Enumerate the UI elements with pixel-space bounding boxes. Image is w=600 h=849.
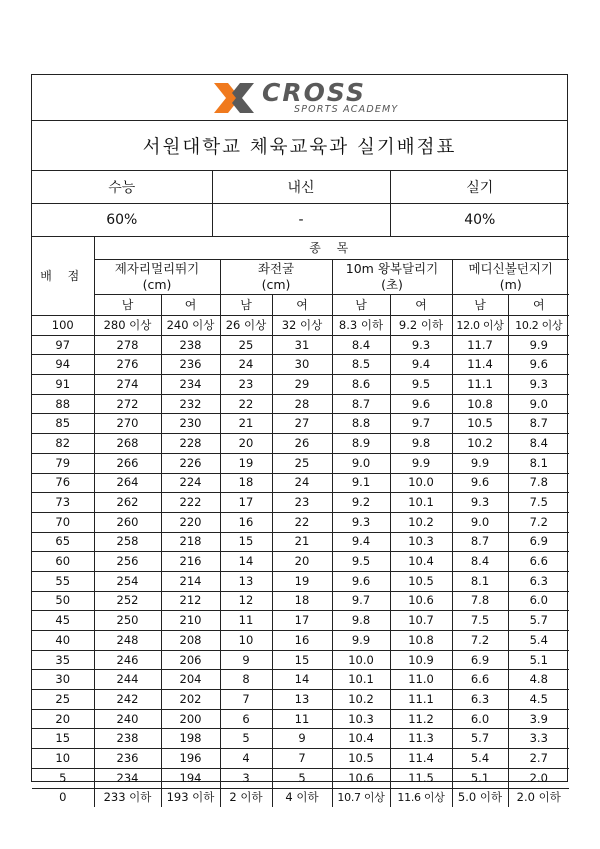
record-cell: 11.5: [390, 768, 452, 788]
record-cell: 10.6: [332, 768, 390, 788]
record-cell: 11.4: [452, 355, 508, 375]
record-cell: 18: [272, 591, 332, 611]
record-cell: 17: [220, 493, 272, 513]
logo-row: [32, 75, 567, 121]
record-cell: 224: [161, 473, 220, 493]
record-cell: 15: [272, 650, 332, 670]
score-cell: 79: [32, 453, 94, 473]
record-cell: 266: [94, 453, 161, 473]
record-cell: 9: [220, 650, 272, 670]
record-cell: 236: [161, 355, 220, 375]
record-cell: 9.3: [508, 375, 569, 395]
record-cell: 4 이하: [272, 788, 332, 807]
record-cell: 5.1: [508, 650, 569, 670]
gender-header: 여: [390, 295, 452, 316]
table-row: [32, 571, 569, 591]
record-cell: 11: [220, 611, 272, 631]
record-cell: 11.4: [390, 749, 452, 769]
score-cell: 73: [32, 493, 94, 513]
record-cell: 27: [272, 414, 332, 434]
record-cell: 9.3: [390, 335, 452, 355]
record-cell: 7.2: [452, 631, 508, 651]
record-cell: 11.1: [452, 375, 508, 395]
score-table: [32, 237, 569, 807]
record-cell: 10.2: [452, 434, 508, 454]
record-cell: 9.7: [332, 591, 390, 611]
score-cell: 10: [32, 749, 94, 769]
table-row: [32, 650, 569, 670]
record-cell: 6: [220, 709, 272, 729]
ratio-header: 실기: [390, 171, 569, 204]
table-row: [32, 788, 569, 807]
ratio-value: -: [212, 204, 390, 237]
record-cell: 254: [94, 571, 161, 591]
table-row: [32, 591, 569, 611]
score-cell: 82: [32, 434, 94, 454]
record-cell: 8.7: [332, 394, 390, 414]
ratio-header: 내신: [212, 171, 390, 204]
record-cell: 6.0: [452, 709, 508, 729]
score-sheet: [31, 74, 568, 805]
record-cell: 9.3: [452, 493, 508, 513]
record-cell: 2.0 이하: [508, 788, 569, 807]
record-cell: 2.7: [508, 749, 569, 769]
record-cell: 208: [161, 631, 220, 651]
score-column-header: 배 점: [32, 237, 94, 316]
record-cell: 204: [161, 670, 220, 690]
record-cell: 16: [272, 631, 332, 651]
record-cell: 4.8: [508, 670, 569, 690]
ratio-header-row: [32, 171, 569, 204]
record-cell: 20: [272, 552, 332, 572]
score-cell: 60: [32, 552, 94, 572]
score-cell: 40: [32, 631, 94, 651]
record-cell: 24: [220, 355, 272, 375]
record-cell: 234: [94, 768, 161, 788]
record-cell: 8.8: [332, 414, 390, 434]
table-row: [32, 355, 569, 375]
table-row: [32, 473, 569, 493]
gender-header: 여: [508, 295, 569, 316]
gender-header: 남: [452, 295, 508, 316]
record-cell: 10.2 이상: [508, 316, 569, 336]
record-cell: 230: [161, 414, 220, 434]
score-cell: 55: [32, 571, 94, 591]
record-cell: 10.5: [390, 571, 452, 591]
record-cell: 10: [220, 631, 272, 651]
record-cell: 10.7 이상: [332, 788, 390, 807]
score-cell: 50: [32, 591, 94, 611]
record-cell: 13: [220, 571, 272, 591]
record-cell: 5.7: [508, 611, 569, 631]
record-cell: 214: [161, 571, 220, 591]
score-cell: 30: [32, 670, 94, 690]
record-cell: 7: [272, 749, 332, 769]
record-cell: 248: [94, 631, 161, 651]
record-cell: 8.3 이하: [332, 316, 390, 336]
record-cell: 226: [161, 453, 220, 473]
gender-header: 여: [161, 295, 220, 316]
record-cell: 6.0: [508, 591, 569, 611]
record-cell: 19: [220, 453, 272, 473]
ratio-value: 60%: [32, 204, 212, 237]
score-cell: 85: [32, 414, 94, 434]
record-cell: 31: [272, 335, 332, 355]
record-cell: 8: [220, 670, 272, 690]
record-cell: 264: [94, 473, 161, 493]
record-cell: 10.0: [390, 473, 452, 493]
record-cell: 198: [161, 729, 220, 749]
record-cell: 280 이상: [94, 316, 161, 336]
page-title: 서원대학교 체육교육과 실기배점표: [32, 121, 567, 171]
record-cell: 5.4: [508, 631, 569, 651]
record-cell: 9.9: [508, 335, 569, 355]
record-cell: 10.3: [332, 709, 390, 729]
record-cell: 17: [272, 611, 332, 631]
record-cell: 272: [94, 394, 161, 414]
record-cell: 238: [94, 729, 161, 749]
record-cell: 9.3: [332, 512, 390, 532]
record-cell: 30: [272, 355, 332, 375]
record-cell: 260: [94, 512, 161, 532]
record-cell: 9.7: [390, 414, 452, 434]
record-cell: 11.6 이상: [390, 788, 452, 807]
record-cell: 10.5: [332, 749, 390, 769]
record-cell: 233 이하: [94, 788, 161, 807]
logo-subtitle: SPORTS ACADEMY: [294, 104, 399, 115]
record-cell: 10.8: [452, 394, 508, 414]
table-row: [32, 375, 569, 395]
score-cell: 45: [32, 611, 94, 631]
record-cell: 9.6: [508, 355, 569, 375]
event-header: 10m 왕복달리기 (초): [332, 260, 452, 295]
record-cell: 9.5: [332, 552, 390, 572]
record-cell: 236: [94, 749, 161, 769]
record-cell: 8.9: [332, 434, 390, 454]
score-cell: 35: [32, 650, 94, 670]
record-cell: 244: [94, 670, 161, 690]
record-cell: 8.4: [332, 335, 390, 355]
record-cell: 10.7: [390, 611, 452, 631]
record-cell: 256: [94, 552, 161, 572]
table-row: [32, 493, 569, 513]
record-cell: 234: [161, 375, 220, 395]
table-row: [32, 631, 569, 651]
record-cell: 210: [161, 611, 220, 631]
record-cell: 10.6: [390, 591, 452, 611]
record-cell: 9.8: [390, 434, 452, 454]
record-cell: 9.4: [332, 532, 390, 552]
record-cell: 8.7: [452, 532, 508, 552]
record-cell: 8.1: [508, 453, 569, 473]
record-cell: 18: [220, 473, 272, 493]
record-cell: 9.9: [452, 453, 508, 473]
record-cell: 12: [220, 591, 272, 611]
record-cell: 200: [161, 709, 220, 729]
record-cell: 8.7: [508, 414, 569, 434]
table-row: [32, 453, 569, 473]
ratio-header: 수능: [32, 171, 212, 204]
record-cell: 22: [272, 512, 332, 532]
record-cell: 22: [220, 394, 272, 414]
score-cell: 5: [32, 768, 94, 788]
ratio-table: [32, 171, 569, 237]
record-cell: 10.0: [332, 650, 390, 670]
record-cell: 10.4: [390, 552, 452, 572]
record-cell: 246: [94, 650, 161, 670]
score-table-body: [32, 316, 569, 808]
record-cell: 11.1: [390, 690, 452, 710]
record-cell: 7.8: [452, 591, 508, 611]
record-cell: 9.2 이하: [390, 316, 452, 336]
record-cell: 9.5: [390, 375, 452, 395]
record-cell: 9.6: [452, 473, 508, 493]
record-cell: 212: [161, 591, 220, 611]
record-cell: 238: [161, 335, 220, 355]
table-row: [32, 552, 569, 572]
record-cell: 21: [220, 414, 272, 434]
event-header: 메디신볼던지기 (m): [452, 260, 569, 295]
record-cell: 16: [220, 512, 272, 532]
record-cell: 2.0: [508, 768, 569, 788]
record-cell: 193 이하: [161, 788, 220, 807]
record-cell: 6.9: [452, 650, 508, 670]
record-cell: 6.6: [508, 552, 569, 572]
record-cell: 9: [272, 729, 332, 749]
record-cell: 9.2: [332, 493, 390, 513]
record-cell: 29: [272, 375, 332, 395]
record-cell: 21: [272, 532, 332, 552]
record-cell: 7: [220, 690, 272, 710]
record-cell: 8.1: [452, 571, 508, 591]
score-cell: 97: [32, 335, 94, 355]
table-row: [32, 335, 569, 355]
record-cell: 216: [161, 552, 220, 572]
record-cell: 8.4: [452, 552, 508, 572]
score-cell: 65: [32, 532, 94, 552]
record-cell: 5: [220, 729, 272, 749]
table-row: [32, 690, 569, 710]
record-cell: 28: [272, 394, 332, 414]
ratio-value: 40%: [390, 204, 569, 237]
record-cell: 232: [161, 394, 220, 414]
record-cell: 11.7: [452, 335, 508, 355]
record-cell: 220: [161, 512, 220, 532]
record-cell: 240: [94, 709, 161, 729]
record-cell: 9.9: [332, 631, 390, 651]
record-cell: 276: [94, 355, 161, 375]
table-row: [32, 414, 569, 434]
record-cell: 10.2: [332, 690, 390, 710]
record-cell: 19: [272, 571, 332, 591]
gender-header: 남: [94, 295, 161, 316]
table-row: [32, 670, 569, 690]
record-cell: 10.3: [390, 532, 452, 552]
table-row: [32, 709, 569, 729]
score-cell: 88: [32, 394, 94, 414]
record-cell: 6.3: [508, 571, 569, 591]
record-cell: 5.1: [452, 768, 508, 788]
record-cell: 194: [161, 768, 220, 788]
record-cell: 9.0: [332, 453, 390, 473]
record-cell: 4: [220, 749, 272, 769]
record-cell: 11: [272, 709, 332, 729]
record-cell: 10.4: [332, 729, 390, 749]
score-cell: 76: [32, 473, 94, 493]
record-cell: 11.2: [390, 709, 452, 729]
record-cell: 6.9: [508, 532, 569, 552]
record-cell: 3.3: [508, 729, 569, 749]
record-cell: 3.9: [508, 709, 569, 729]
record-cell: 14: [220, 552, 272, 572]
record-cell: 12.0 이상: [452, 316, 508, 336]
record-cell: 7.8: [508, 473, 569, 493]
table-row: [32, 434, 569, 454]
record-cell: 252: [94, 591, 161, 611]
record-cell: 2 이하: [220, 788, 272, 807]
table-row: [32, 316, 569, 336]
record-cell: 5.0 이하: [452, 788, 508, 807]
record-cell: 5.7: [452, 729, 508, 749]
table-row: [32, 768, 569, 788]
record-cell: 9.1: [332, 473, 390, 493]
table-row: [32, 611, 569, 631]
score-cell: 0: [32, 788, 94, 807]
record-cell: 5.4: [452, 749, 508, 769]
event-group-header: 종 목: [94, 237, 569, 260]
record-cell: 25: [272, 453, 332, 473]
record-cell: 20: [220, 434, 272, 454]
table-row: [32, 512, 569, 532]
record-cell: 3: [220, 768, 272, 788]
record-cell: 9.4: [390, 355, 452, 375]
record-cell: 9.8: [332, 611, 390, 631]
record-cell: 23: [272, 493, 332, 513]
event-header: 좌전굴 (cm): [220, 260, 332, 295]
record-cell: 7.2: [508, 512, 569, 532]
table-row: [32, 532, 569, 552]
gender-header: 남: [220, 295, 272, 316]
record-cell: 14: [272, 670, 332, 690]
record-cell: 26 이상: [220, 316, 272, 336]
record-cell: 228: [161, 434, 220, 454]
record-cell: 9.0: [508, 394, 569, 414]
record-cell: 8.5: [332, 355, 390, 375]
record-cell: 270: [94, 414, 161, 434]
record-cell: 6.6: [452, 670, 508, 690]
record-cell: 26: [272, 434, 332, 454]
record-cell: 240 이상: [161, 316, 220, 336]
logo-wordmark: CROSS: [262, 78, 366, 107]
record-cell: 274: [94, 375, 161, 395]
record-cell: 218: [161, 532, 220, 552]
record-cell: 7.5: [508, 493, 569, 513]
record-cell: 10.1: [332, 670, 390, 690]
gender-header: 여: [272, 295, 332, 316]
event-header: 제자리멀리뛰기 (cm): [94, 260, 220, 295]
record-cell: 222: [161, 493, 220, 513]
record-cell: 10.5: [452, 414, 508, 434]
gender-header: 남: [332, 295, 390, 316]
score-cell: 100: [32, 316, 94, 336]
record-cell: 13: [272, 690, 332, 710]
record-cell: 32 이상: [272, 316, 332, 336]
score-cell: 70: [32, 512, 94, 532]
table-row: [32, 394, 569, 414]
record-cell: 9.6: [390, 394, 452, 414]
record-cell: 262: [94, 493, 161, 513]
record-cell: 24: [272, 473, 332, 493]
cross-logo-icon: [210, 79, 258, 117]
record-cell: 11.0: [390, 670, 452, 690]
record-cell: 4.5: [508, 690, 569, 710]
record-cell: 11.3: [390, 729, 452, 749]
record-cell: 206: [161, 650, 220, 670]
record-cell: 8.4: [508, 434, 569, 454]
record-cell: 25: [220, 335, 272, 355]
record-cell: 9.0: [452, 512, 508, 532]
table-row: [32, 729, 569, 749]
record-cell: 9.6: [332, 571, 390, 591]
score-cell: 91: [32, 375, 94, 395]
record-cell: 6.3: [452, 690, 508, 710]
ratio-value-row: [32, 204, 569, 237]
record-cell: 9.9: [390, 453, 452, 473]
record-cell: 8.6: [332, 375, 390, 395]
score-cell: 20: [32, 709, 94, 729]
record-cell: 5: [272, 768, 332, 788]
record-cell: 268: [94, 434, 161, 454]
record-cell: 7.5: [452, 611, 508, 631]
record-cell: 15: [220, 532, 272, 552]
record-cell: 10.9: [390, 650, 452, 670]
record-cell: 196: [161, 749, 220, 769]
score-cell: 15: [32, 729, 94, 749]
score-cell: 25: [32, 690, 94, 710]
record-cell: 278: [94, 335, 161, 355]
record-cell: 202: [161, 690, 220, 710]
record-cell: 242: [94, 690, 161, 710]
record-cell: 10.8: [390, 631, 452, 651]
record-cell: 10.2: [390, 512, 452, 532]
record-cell: 23: [220, 375, 272, 395]
record-cell: 250: [94, 611, 161, 631]
score-cell: 94: [32, 355, 94, 375]
record-cell: 10.1: [390, 493, 452, 513]
table-row: [32, 749, 569, 769]
record-cell: 258: [94, 532, 161, 552]
